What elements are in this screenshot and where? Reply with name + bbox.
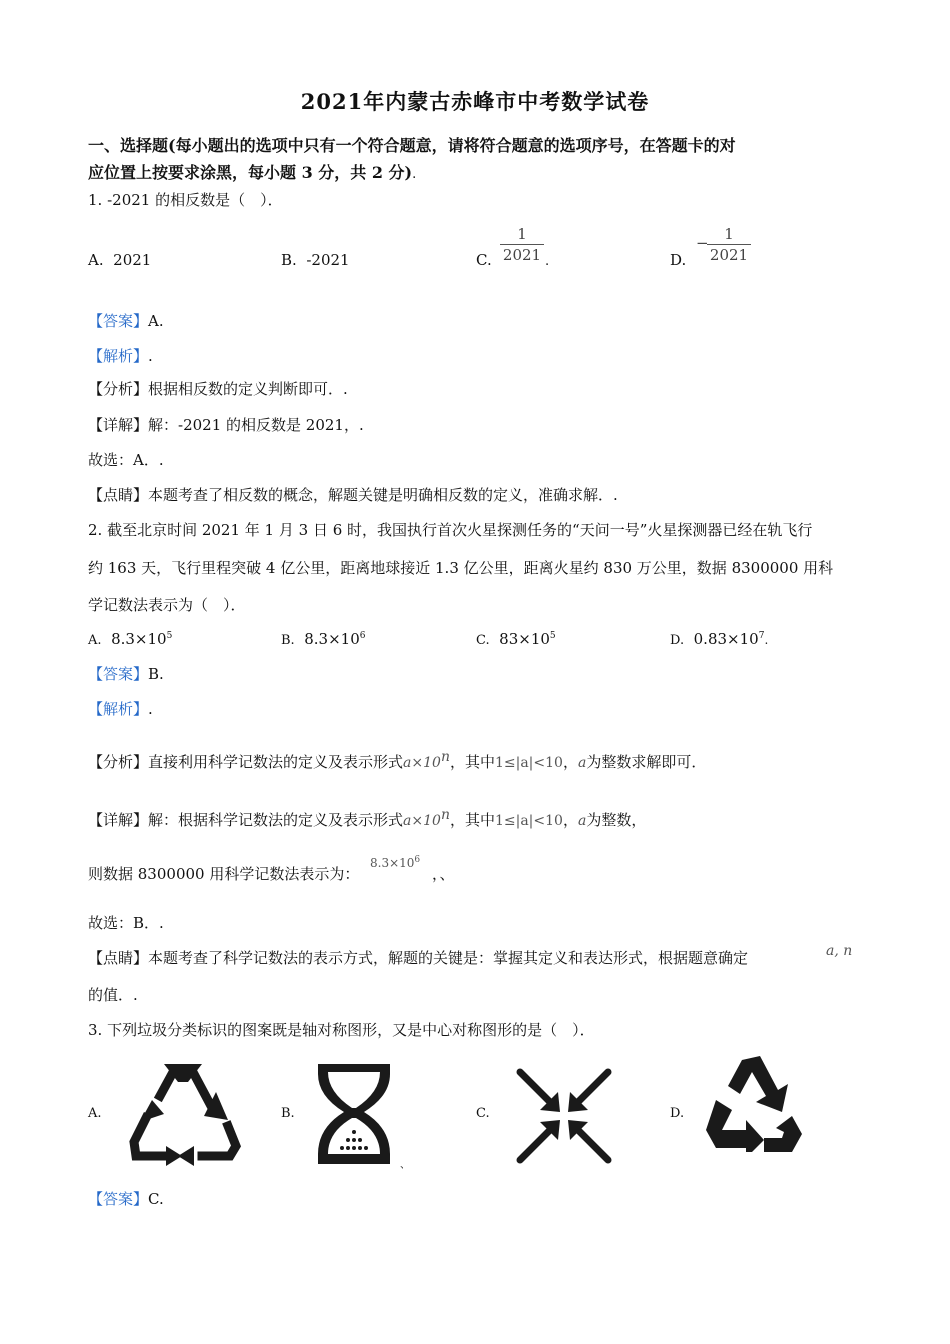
- fenxi-text: 根据相反数的定义判断即可．.: [148, 380, 348, 398]
- dianjing-text: 本题考查了科学记数法的表示方式，解题的关键是：掌握其定义和表达形式，根据题意确定: [148, 949, 749, 967]
- q2-dianjing: [88, 949, 748, 967]
- q2-stem-line1: 2. 截至北京时间 2021 年 1 月 3 日 6 时，我国执行首次火星探测任务的“天问一号”火星探测器已经在轨飞行: [88, 521, 813, 539]
- option-exponent: 5: [166, 631, 173, 641]
- option-label: B.: [281, 251, 297, 269]
- section-heading-tail: .: [412, 167, 417, 182]
- option-value: 0.83×10: [693, 630, 759, 648]
- jiexi-tag: 【解析】: [88, 347, 149, 365]
- option-exponent: 6: [359, 631, 366, 641]
- q2-option-a: [88, 630, 172, 648]
- q1-guxuan: 故选：A．.: [88, 451, 164, 469]
- option-label: C.: [476, 633, 490, 648]
- q2-option-d: [670, 630, 768, 648]
- q3-answer: [88, 1190, 164, 1208]
- fraction-denominator: 2021: [502, 246, 542, 264]
- q1-option-c-label: C.: [476, 251, 492, 269]
- q1-option-a: [88, 251, 151, 269]
- xiangjie-post1: ，: [562, 811, 578, 829]
- result-base: 8.3×10: [370, 856, 415, 870]
- recycle-bold-arrows-icon: [702, 1054, 806, 1168]
- answer-text: B.: [148, 665, 164, 683]
- fenxi-text: 直接利用科学记数法的定义及表示形式: [148, 753, 404, 771]
- answer-tag: 【答案】: [88, 1190, 149, 1208]
- q1-answer: [88, 312, 164, 330]
- q2-fenxi: [88, 748, 706, 772]
- option-label: A.: [88, 633, 102, 648]
- page-title: 2021年内蒙古赤峰市中考数学试卷: [300, 89, 650, 114]
- q3-option-b-label: B.: [281, 1106, 295, 1121]
- fraction-numerator: 1: [517, 225, 527, 243]
- q2-dianjing-vars: a, n: [826, 943, 853, 959]
- q1-fenxi: [88, 380, 348, 398]
- q2-stem-line3: 学记数法表示为（ ）．: [88, 596, 246, 614]
- option-value: 8.3×10: [111, 630, 167, 648]
- q2-stem-line2: 约 163 天，飞行里程突破 4 亿公里，距离地球接近 1.3 亿公里，距离火星约 830 万公里，数据 8300000 用科: [88, 559, 834, 577]
- recycle-triangle-arrows-icon: [124, 1060, 242, 1168]
- q2-jiexi: [88, 700, 153, 718]
- option-tail: .: [764, 633, 769, 647]
- option-text: -2021: [306, 251, 350, 269]
- xiangjie-range: 1≤|a|<10: [494, 813, 563, 829]
- option-label: B.: [281, 633, 295, 648]
- result-text: 则数据 8300000 用科学记数法表示为：: [88, 865, 360, 883]
- option-exponent: 5: [549, 631, 556, 641]
- xiangjie-mid: ，其中: [449, 811, 495, 829]
- q1-option-d-sign: −: [696, 234, 709, 252]
- q2-option-b: [281, 630, 365, 648]
- xiangjie-formula: a×10: [403, 813, 441, 829]
- result-exp: 6: [414, 855, 421, 865]
- q3-option-c-label: C.: [476, 1106, 490, 1121]
- q1-xiangjie: [88, 416, 364, 434]
- hourglass-icon: [314, 1062, 394, 1166]
- xiangjie-tag: 【详解】: [88, 416, 149, 434]
- option-exponent: 7: [758, 631, 765, 641]
- q1-option-c-tail: .: [545, 254, 550, 269]
- fraction-bar: [500, 244, 544, 245]
- q3-option-a-label: A.: [88, 1106, 102, 1121]
- fenxi-range: 1≤|a|<10: [494, 755, 563, 771]
- q2-option-c: [476, 630, 556, 648]
- q2-guxuan: 故选：B．.: [88, 914, 164, 932]
- fraction-bar: [707, 244, 751, 245]
- fenxi-formula-exp: n: [440, 749, 450, 765]
- answer-text: A.: [148, 312, 164, 330]
- option-value: 83×10: [499, 630, 550, 648]
- fenxi-a: a: [577, 755, 587, 771]
- fraction-denominator: 2021: [709, 246, 749, 264]
- fenxi-post1: ，: [562, 753, 578, 771]
- q1-jiexi: [88, 347, 153, 365]
- four-arrows-converging-icon: [514, 1066, 614, 1166]
- fenxi-tag: 【分析】: [88, 380, 149, 398]
- xiangjie-tag: 【详解】: [88, 811, 149, 829]
- fenxi-tag: 【分析】: [88, 753, 149, 771]
- xiangjie-a: a: [577, 813, 587, 829]
- section-heading-line1: 一、选择题(每小题出的选项中只有一个符合题意，请将符合题意的选项序号，在答题卡的对: [88, 136, 736, 155]
- q2-xiangjie: [88, 806, 646, 830]
- option-label: D.: [670, 633, 685, 648]
- q2-answer: [88, 665, 164, 683]
- fraction-numerator: 1: [724, 225, 734, 243]
- answer-tag: 【答案】: [88, 312, 149, 330]
- answer-text: C.: [148, 1190, 164, 1208]
- dianjing-text: 本题考查了相反数的概念，解题关键是明确相反数的定义，准确求解．.: [148, 486, 618, 504]
- q1-stem: 1. -2021 的相反数是（ ）．: [88, 191, 283, 209]
- q1-option-c-fraction: [500, 225, 544, 264]
- q2-result-tail: ，、: [432, 865, 455, 883]
- q1-dianjing: [88, 486, 618, 504]
- jiexi-tag: 【解析】: [88, 700, 149, 718]
- q3-stem: 3. 下列垃圾分类标识的图案既是轴对称图形，又是中心对称图形的是（ ）．: [88, 1021, 595, 1039]
- answer-tag: 【答案】: [88, 665, 149, 683]
- xiangjie-formula-exp: n: [440, 807, 450, 823]
- xiangjie-text: 解：-2021 的相反数是 2021，.: [148, 416, 364, 434]
- fenxi-mid: ，其中: [449, 753, 495, 771]
- option-value: 8.3×10: [304, 630, 360, 648]
- section-heading-text: 应位置上按要求涂黑，每小题 3 分，共 2 分): [88, 163, 413, 182]
- option-label: A.: [88, 251, 104, 269]
- q1-option-b: [281, 251, 350, 269]
- xiangjie-post2: 为整数，: [586, 811, 647, 829]
- q2-result: [88, 865, 359, 883]
- q3-option-b-tail: 、: [400, 1160, 410, 1171]
- q3-option-d-label: D.: [670, 1106, 685, 1121]
- fenxi-formula: a×10: [403, 755, 441, 771]
- q1-option-d-fraction: [707, 225, 751, 264]
- fenxi-post2: 为整数求解即可．: [586, 753, 707, 771]
- jiexi-text: .: [148, 347, 153, 365]
- xiangjie-text: 解：根据科学记数法的定义及表示形式: [148, 811, 404, 829]
- q2-result-formula: [370, 855, 420, 870]
- section-heading-line2: [88, 160, 416, 183]
- option-text: 2021: [113, 251, 152, 269]
- dianjing-tag: 【点睛】: [88, 949, 149, 967]
- dianjing-tag: 【点睛】: [88, 486, 149, 504]
- q1-option-d-label: D.: [670, 251, 687, 269]
- jiexi-text: .: [148, 700, 153, 718]
- q2-dianjing-line2: 的值．.: [88, 986, 138, 1004]
